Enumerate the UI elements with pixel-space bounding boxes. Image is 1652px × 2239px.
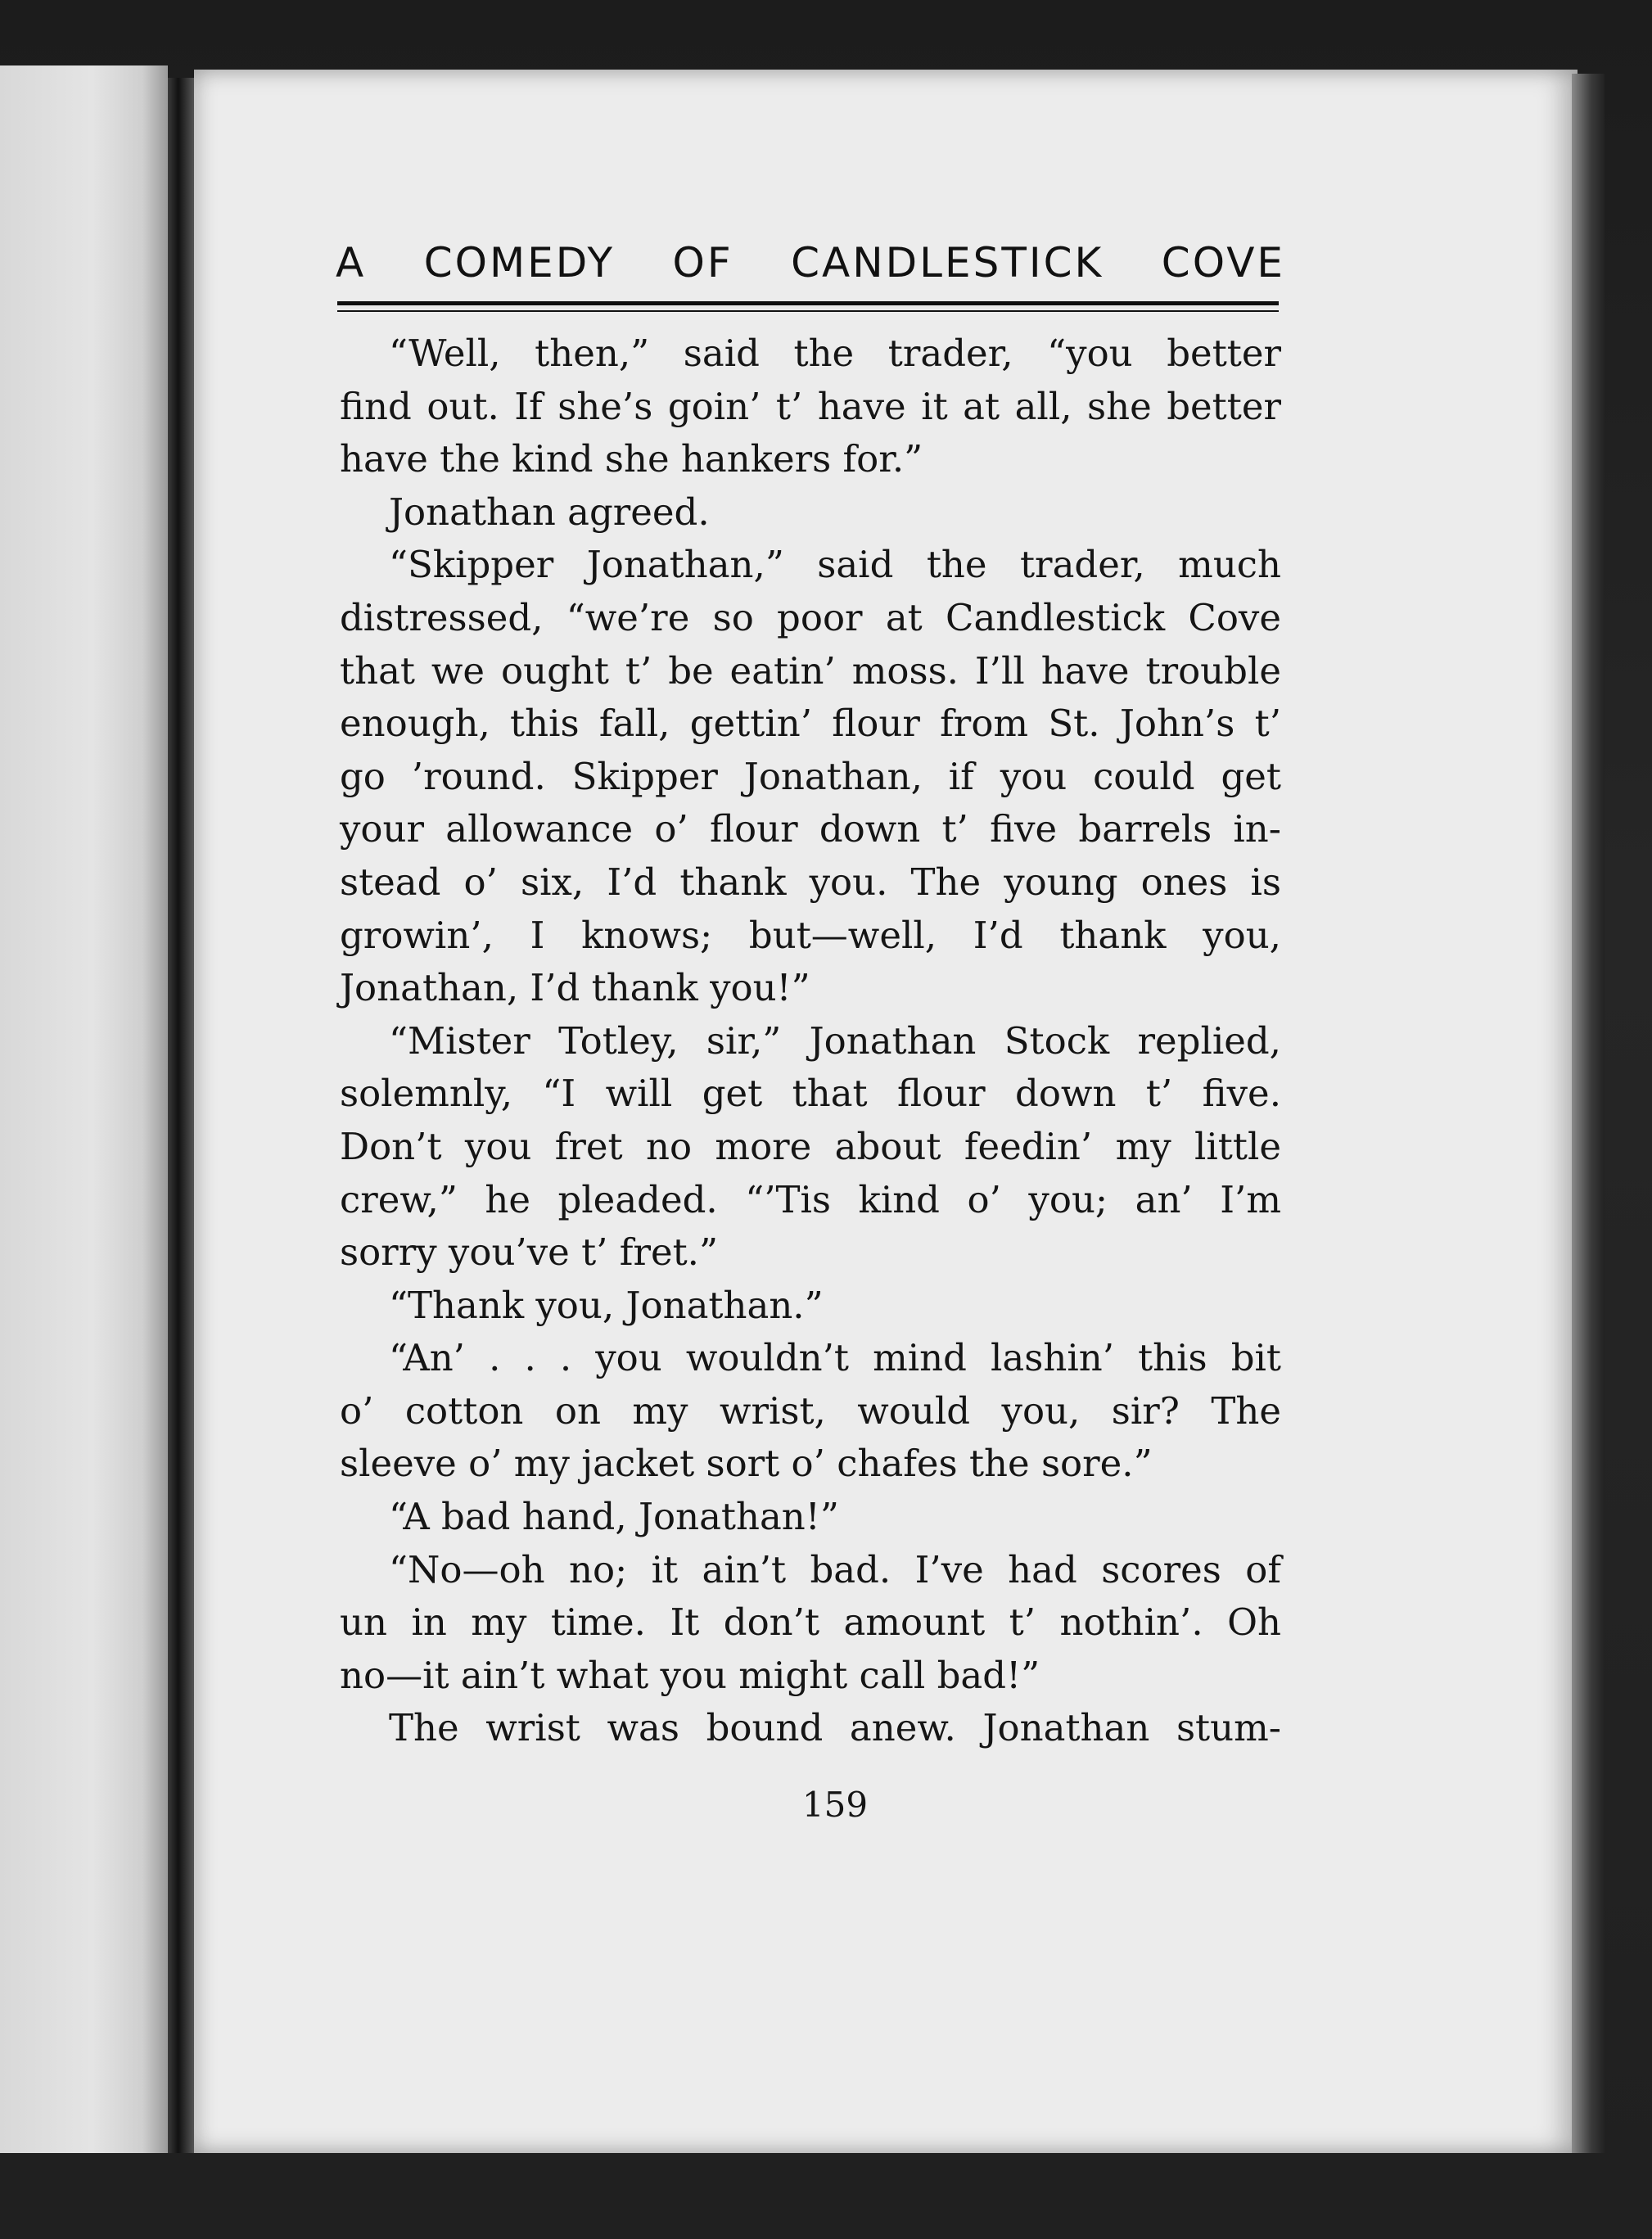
header-rule-thick (337, 301, 1279, 305)
text-line: “No—oh no; it ain’t bad. I’ve had scores of (389, 1547, 1281, 1591)
text-line: sorry you’ve t’ fret.” (340, 1230, 718, 1275)
text-line: enough, this fall, gettin’ flour from St. John’s t’ (340, 702, 1281, 746)
header-rule-thin (337, 310, 1279, 312)
text-line: “Thank you, Jonathan.” (389, 1283, 824, 1327)
text-line: “An’ . . . you wouldn’t mind lashin’ this bit (389, 1336, 1281, 1380)
text-line: o’ cotton on my wrist, would you, sir? The (340, 1388, 1281, 1433)
text-line: stead o’ six, I’d thank you. The young ones is (340, 860, 1281, 904)
page-fore-edge (1572, 74, 1605, 2153)
text-line: go ’round. Skipper Jonathan, if you could get (340, 754, 1281, 798)
book-gutter (168, 78, 194, 2153)
text-line: distressed, “we’re so poor at Candlestick Cove (340, 595, 1281, 639)
running-head: A COMEDY OF CANDLESTICK COVE (336, 239, 1285, 287)
text-line: solemnly, “I will get that flour down t’ five. (340, 1072, 1281, 1116)
text-line: “Well, then,” said the trader, “you better (389, 332, 1281, 375)
text-line: The wrist was bound anew. Jonathan stum- (389, 1706, 1281, 1750)
text-line: your allowance o’ flour down t’ five barrels in- (340, 807, 1281, 851)
text-line: have the kind she hankers for.” (340, 437, 923, 481)
facing-page-edge (0, 65, 168, 2153)
text-line: “Mister Totley, sir,” Jonathan Stock replied, (389, 1018, 1281, 1063)
body-text (340, 327, 1281, 1755)
text-line: Don’t you fret no more about feedin’ my little (340, 1124, 1281, 1168)
text-line: Jonathan, I’d thank you!” (340, 966, 810, 1010)
text-line: sleeve o’ my jacket sort o’ chafes the sore.” (340, 1442, 1153, 1486)
text-line: Jonathan agreed. (389, 490, 710, 534)
text-line: no—it ain’t what you might call bad!” (340, 1653, 1040, 1697)
text-line: crew,” he pleaded. “’Tis kind o’ you; an’ I’m (340, 1177, 1281, 1221)
text-line: “A bad hand, Jonathan!” (389, 1495, 839, 1539)
text-line: un in my time. It don’t amount t’ nothin’. Oh (340, 1600, 1281, 1645)
text-line: find out. If she’s goin’ t’ have it at all, she better (340, 384, 1281, 428)
text-line: “Skipper Jonathan,” said the trader, much (389, 543, 1281, 587)
text-line: that we ought t’ be eatin’ moss. I’ll have trouble (340, 648, 1281, 693)
page-number: 159 (801, 1785, 869, 1825)
text-line: growin’, I knows; but—well, I’d thank you, (340, 913, 1281, 957)
